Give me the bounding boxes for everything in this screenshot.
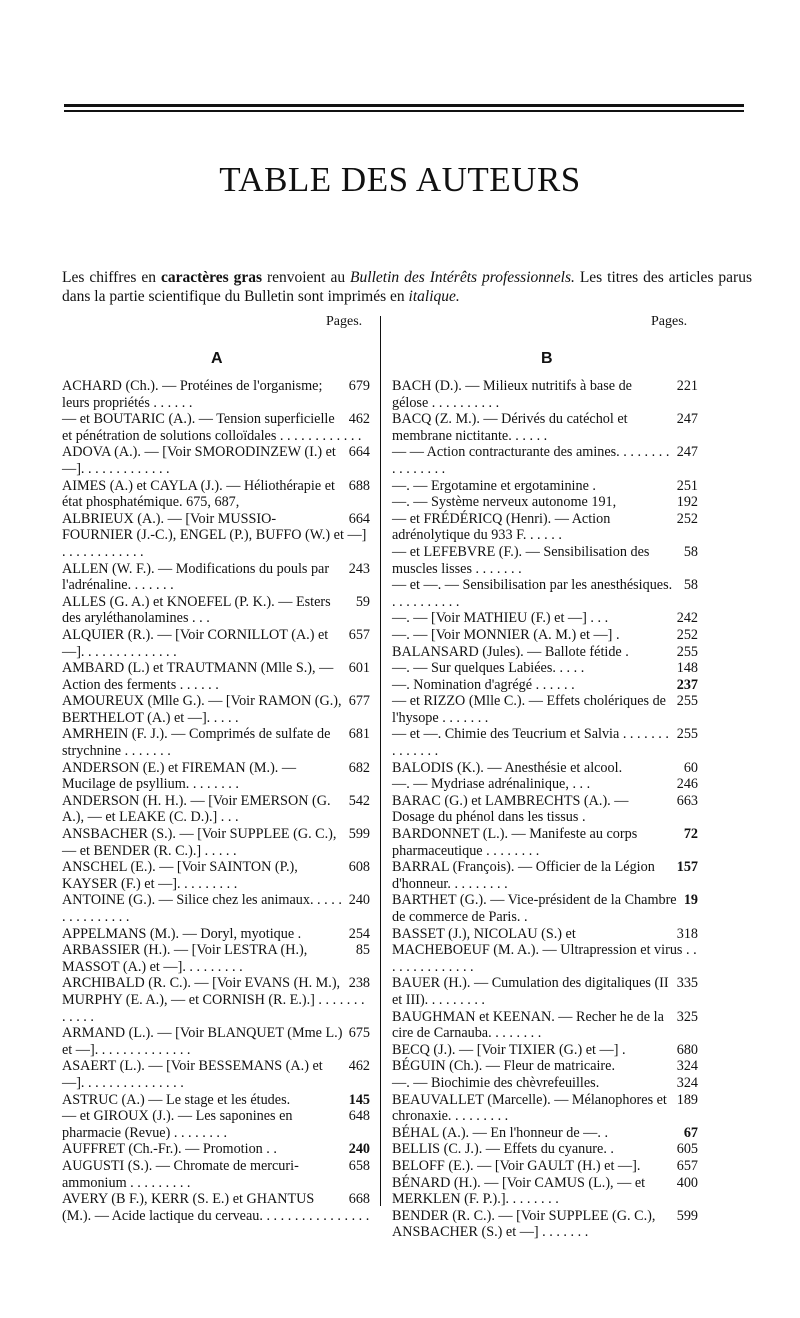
entry-page-number: 255: [676, 726, 698, 743]
entry-page-number: 677: [348, 693, 370, 710]
entry-text: —. Nomination d'agrégé . . . . . .: [392, 676, 575, 693]
entry-text: APPELMANS (M.). — Doryl, myotique .: [62, 925, 302, 942]
index-entry: [392, 892, 698, 925]
entry-page-number: 67: [683, 1124, 698, 1141]
entry-text: ANSCHEL (E.). — [Voir SAINTON (P.), KAYSER (F.) et —]. . . . . . . . .: [62, 859, 298, 892]
entry-page-number: 85: [355, 942, 370, 959]
entry-page-number: 19: [683, 892, 698, 909]
column-divider: [380, 316, 381, 1206]
entry-text: BALODIS (K.). — Anesthésie et alcool.: [392, 759, 623, 776]
entry-page-number: 254: [348, 925, 370, 942]
entry-text: BARDONNET (L.). — Manifeste au corps pharmaceutique . . . . . . . .: [392, 826, 638, 859]
entry-text: BENDER (R. C.). — [Voir SUPPLEE (G. C.), ANSBACHER (S.) et —] . . . . . . .: [392, 1207, 656, 1241]
index-entry: [62, 892, 370, 925]
index-entry: [392, 1058, 698, 1075]
index-entry: [392, 644, 698, 661]
entry-page-number: 145: [348, 1091, 370, 1108]
index-entry: [392, 1092, 698, 1125]
index-entry: [392, 677, 698, 694]
entry-text: — et BOUTARIC (A.). — Tension superficielle et pénétration de solutions colloïdales . . . . . . . . . . . .: [62, 411, 362, 444]
entry-text: ACHARD (Ch.). — Protéines de l'organisme; leurs propriétés . . . . . .: [62, 378, 323, 411]
entry-text: — — Action contracturante des amines. . . . . . . . . . . . . . . .: [392, 444, 670, 477]
entry-page-number: 675: [348, 1025, 370, 1042]
entry-page-number: 599: [676, 1207, 698, 1224]
entry-text: ALLEN (W. F.). — Modifications du pouls par l'adrénaline. . . . . . .: [62, 560, 330, 594]
entry-text: AMOUREUX (Mlle G.). — [Voir RAMON (G.), BERTHELOT (A.) et —]. . . . .: [62, 693, 342, 726]
entry-text: —. — Ergotamine et ergotaminine .: [392, 477, 596, 494]
entry-text: AMBARD (L.) et TRAUTMANN (Mlle S.), — Action des ferments . . . . . .: [62, 660, 334, 693]
entry-page-number: 663: [676, 792, 698, 809]
entry-page-number: 324: [676, 1058, 698, 1075]
entry-text: —. — Système nerveux autonome 191,: [392, 494, 617, 511]
entry-text: AIMES (A.) et CAYLA (J.). — Héliothérapie et état phosphatémique. 675, 687,: [62, 477, 335, 511]
index-entry: [62, 561, 370, 594]
entry-page-number: 255: [676, 693, 698, 710]
entry-page-number: 251: [676, 477, 698, 494]
entry-page-number: 247: [676, 444, 698, 461]
index-entry: [392, 760, 698, 777]
section-letter-b: B: [541, 350, 553, 367]
entry-text: ALBRIEUX (A.). — [Voir MUSSIO-FOURNIER (J.-C.), ENGEL (P.), BUFFO (W.) et —] . . . . . . . . . . . .: [62, 510, 367, 560]
index-entry: [392, 1042, 698, 1059]
entry-page-number: 157: [676, 859, 698, 876]
index-entry: [392, 511, 698, 544]
top-rule-thin: [64, 110, 744, 112]
index-entry: [62, 975, 370, 1025]
entry-text: BARAC (G.) et LAMBRECHTS (A.). — Dosage du phénol dans les tissus .: [392, 792, 629, 826]
entry-page-number: 238: [348, 975, 370, 992]
entry-text: ANDERSON (E.) et FIREMAN (M.). — Mucilage de psyllium. . . . . . . .: [62, 759, 297, 793]
entry-text: BELLIS (C. J.). — Effets du cyanure. .: [392, 1141, 614, 1158]
entry-text: BÉNARD (H.). — [Voir CAMUS (L.), — et MERKLEN (F. P.).]. . . . . . . .: [392, 1174, 646, 1208]
index-entry: [392, 494, 698, 511]
entry-text: — et RIZZO (Mlle C.). — Effets cholériques de l'hysope . . . . . . .: [392, 693, 666, 726]
entry-page-number: 681: [348, 726, 370, 743]
entry-text: BÉGUIN (Ch.). — Fleur de matricaire.: [392, 1058, 615, 1075]
entry-page-number: 542: [348, 792, 370, 809]
entry-page-number: 59: [355, 593, 370, 610]
entry-text: — et FRÉDÉRICQ (Henri). — Action adrénolytique du 933 F. . . . . .: [392, 510, 611, 544]
index-entry: [392, 826, 698, 859]
index-entry: [392, 1208, 698, 1241]
entry-text: —. — [Voir MONNIER (A. M.) et —] .: [392, 626, 620, 643]
entry-text: BAUGHMAN et KEENAN. — Recher he de la cire de Carnauba. . . . . . . .: [392, 1008, 664, 1042]
intro-italic-italique: italique.: [408, 287, 460, 305]
entry-text: BACH (D.). — Milieux nutritifs à base de gélose . . . . . . . . . .: [392, 378, 632, 411]
pages-label-right: Pages.: [651, 314, 688, 329]
left-column-entries: [62, 378, 370, 1224]
index-entry: [392, 411, 698, 444]
entry-page-number: 648: [348, 1108, 370, 1125]
section-letter-a: A: [211, 350, 223, 367]
index-entry: [62, 793, 370, 826]
entry-page-number: 599: [348, 826, 370, 843]
entry-page-number: 189: [676, 1091, 698, 1108]
entry-text: BACQ (Z. M.). — Dérivés du catéchol et membrane nictitante. . . . . .: [392, 411, 628, 444]
index-entry: [62, 478, 370, 511]
entry-page-number: 148: [676, 660, 698, 677]
entry-text: —. — Biochimie des chèvrefeuilles.: [392, 1074, 600, 1091]
entry-page-number: 318: [676, 925, 698, 942]
entry-text: ANTOINE (G.). — Silice chez les animaux. . . . . . . . . . . . . . .: [62, 892, 342, 925]
intro-paragraph: [62, 268, 752, 306]
entry-text: — et —. Chimie des Teucrium et Salvia . . . . . . . . . . . . . .: [392, 726, 669, 760]
entry-page-number: 335: [676, 975, 698, 992]
entry-page-number: 192: [676, 494, 698, 511]
entry-text: AUGUSTI (S.). — Chromate de mercuri-ammonium . . . . . . . . .: [62, 1157, 299, 1191]
entry-page-number: 664: [348, 444, 370, 461]
entry-page-number: 240: [348, 1141, 370, 1158]
entry-page-number: 72: [683, 826, 698, 843]
entry-page-number: 657: [676, 1157, 698, 1174]
index-entry: [392, 627, 698, 644]
entry-text: ANSBACHER (S.). — [Voir SUPPLEE (G. C.), — et BENDER (R. C.).] . . . . .: [62, 826, 337, 859]
entry-page-number: 221: [676, 378, 698, 394]
entry-page-number: 462: [348, 1058, 370, 1075]
intro-text-1: Les chiffres en: [62, 268, 161, 286]
entry-page-number: 242: [676, 610, 698, 627]
index-entry: [62, 444, 370, 477]
entry-page-number: 243: [348, 560, 370, 577]
index-entry: [62, 942, 370, 975]
index-entry: [392, 975, 698, 1008]
entry-page-number: 252: [676, 626, 698, 643]
entry-page-number: 462: [348, 411, 370, 428]
entry-page-number: 325: [676, 1008, 698, 1025]
index-entry: [392, 1009, 698, 1042]
index-entry: [392, 378, 698, 411]
index-entry: [62, 1141, 370, 1158]
entry-page-number: 240: [348, 892, 370, 909]
index-entry: [62, 594, 370, 627]
index-entry: [62, 1108, 370, 1141]
entry-text: — et —. — Sensibilisation par les anesthésiques. . . . . . . . . . .: [392, 577, 673, 610]
intro-text-3: Les titres des articles parus dans la partie scientifique du Bulletin sont imprimés en: [62, 268, 752, 305]
entry-text: ADOVA (A.). — [Voir SMORODINZEW (I.) et —]. . . . . . . . . . . . .: [62, 444, 336, 477]
entry-text: BÉHAL (A.). — En l'honneur de —. .: [392, 1124, 608, 1141]
index-entry: [62, 1191, 370, 1224]
entry-page-number: 58: [683, 543, 698, 560]
index-entry: [62, 726, 370, 759]
index-entry: [62, 378, 370, 411]
entry-page-number: 324: [676, 1074, 698, 1091]
entry-page-number: 252: [676, 510, 698, 527]
entry-text: BARRAL (François). — Officier de la Légion d'honneur. . . . . . . . .: [392, 859, 655, 892]
index-entry: [392, 660, 698, 677]
index-entry: [62, 511, 370, 561]
entry-text: ALQUIER (R.). — [Voir CORNILLOT (A.) et —]. . . . . . . . . . . . . .: [62, 626, 329, 660]
entry-page-number: 601: [348, 660, 370, 677]
entry-page-number: 400: [676, 1174, 698, 1191]
entry-page-number: 608: [348, 859, 370, 876]
right-column-entries: [392, 378, 698, 1241]
entry-page-number: 664: [348, 510, 370, 527]
entry-text: ALLES (G. A.) et KNOEFEL (P. K.). — Esters des aryléthanolamines . . .: [62, 593, 331, 627]
entry-page-number: 679: [348, 378, 370, 394]
index-entry: [392, 544, 698, 577]
entry-text: ARCHIBALD (R. C.). — [Voir EVANS (H. M.), MURPHY (E. A.), — et CORNISH (R. E.).] . . . . . . . . . . . .: [62, 975, 365, 1025]
entry-page-number: 688: [348, 477, 370, 494]
entry-text: BECQ (J.). — [Voir TIXIER (G.) et —] .: [392, 1041, 626, 1058]
index-entry: [392, 1075, 698, 1092]
top-rule-thick: [64, 104, 744, 107]
entry-page-number: 255: [676, 643, 698, 660]
page-title: TABLE DES AUTEURS: [219, 160, 581, 199]
entry-text: ASTRUC (A.) — Le stage et les études.: [62, 1091, 291, 1108]
entry-page-number: 247: [676, 411, 698, 428]
index-entry: [392, 444, 698, 477]
pages-label-left: Pages.: [326, 314, 363, 329]
index-entry: [62, 1058, 370, 1091]
entry-text: BALANSARD (Jules). — Ballote fétide .: [392, 643, 629, 660]
index-entry: [392, 1125, 698, 1142]
entry-page-number: 246: [676, 776, 698, 793]
entry-text: ARMAND (L.). — [Voir BLANQUET (Mme L.) et —]. . . . . . . . . . . . . .: [62, 1025, 343, 1058]
entry-page-number: 657: [348, 626, 370, 643]
index-entry: [392, 577, 698, 610]
index-entry: [392, 859, 698, 892]
entry-text: BELOFF (E.). — [Voir GAULT (H.) et —].: [392, 1157, 641, 1174]
index-entry: [392, 926, 698, 976]
index-entry: [62, 1025, 370, 1058]
index-entry: [62, 660, 370, 693]
index-entry: [62, 1158, 370, 1191]
entry-text: BAUER (H.). — Cumulation des digitaliques (II et III). . . . . . . . .: [392, 975, 669, 1008]
entry-page-number: 668: [348, 1191, 370, 1208]
entry-text: ASAERT (L.). — [Voir BESSEMANS (A.) et —]. . . . . . . . . . . . . . .: [62, 1058, 323, 1091]
entry-text: BASSET (J.), NICOLAU (S.) et MACHEBOEUF (M. A.). — Ultrapression et virus . . . . . . . . . . . . . .: [392, 925, 697, 975]
index-entry: [392, 610, 698, 627]
index-entry: [62, 627, 370, 660]
entry-text: AVERY (B F.), KERR (S. E.) et GHANTUS (M.). — Acide lactique du cerveau. . . . . . . . . . . . . . . .: [62, 1191, 370, 1224]
entry-page-number: 605: [676, 1141, 698, 1158]
index-entry: [62, 411, 370, 444]
entry-text: BARTHET (G.). — Vice-président de la Chambre de commerce de Paris. .: [392, 892, 677, 925]
entry-text: — et GIROUX (J.). — Les saponines en pharmacie (Revue) . . . . . . . .: [62, 1108, 293, 1141]
index-entry: [62, 926, 370, 943]
index-entry: [392, 1175, 698, 1208]
entry-text: ARBASSIER (H.). — [Voir LESTRA (H.), MASSOT (A.) et —]. . . . . . . . .: [62, 942, 308, 975]
index-entry: [62, 859, 370, 892]
entry-text: — et LEFEBVRE (F.). — Sensibilisation des muscles lisses . . . . . . .: [392, 543, 650, 577]
intro-italic-bulletin: Bulletin des Intérêts professionnels.: [350, 268, 575, 286]
entry-page-number: 58: [683, 577, 698, 594]
entry-text: —. — [Voir MATHIEU (F.) et —] . . .: [392, 610, 609, 627]
index-entry: [62, 693, 370, 726]
entry-text: BEAUVALLET (Marcelle). — Mélanophores et chronaxie. . . . . . . . .: [392, 1091, 667, 1125]
entry-page-number: 237: [676, 676, 698, 693]
index-entry: [392, 478, 698, 495]
intro-bold-text: caractères gras: [160, 268, 262, 286]
entry-text: —. — Mydriase adrénalinique, . . .: [392, 776, 591, 793]
index-entry: [62, 1092, 370, 1109]
entry-text: AMRHEIN (F. J.). — Comprimés de sulfate de strychnine . . . . . . .: [62, 726, 331, 760]
entry-text: ANDERSON (H. H.). — [Voir EMERSON (G. A.), — et LEAKE (C. D.).] . . .: [62, 792, 331, 826]
entry-page-number: 658: [348, 1157, 370, 1174]
index-entry: [392, 693, 698, 726]
index-entry: [392, 776, 698, 793]
index-entry: [392, 1141, 698, 1158]
index-entry: [392, 1158, 698, 1175]
entry-page-number: 60: [683, 759, 698, 776]
entry-page-number: 682: [348, 759, 370, 776]
index-entry: [392, 726, 698, 759]
entry-page-number: 680: [676, 1041, 698, 1058]
entry-text: AUFFRET (Ch.-Fr.). — Promotion . .: [62, 1141, 277, 1158]
index-entry: [62, 760, 370, 793]
index-entry: [392, 793, 698, 826]
intro-text-2: renvoient au: [262, 268, 351, 286]
entry-text: —. — Sur quelques Labiées. . . . .: [392, 660, 585, 677]
index-entry: [62, 826, 370, 859]
